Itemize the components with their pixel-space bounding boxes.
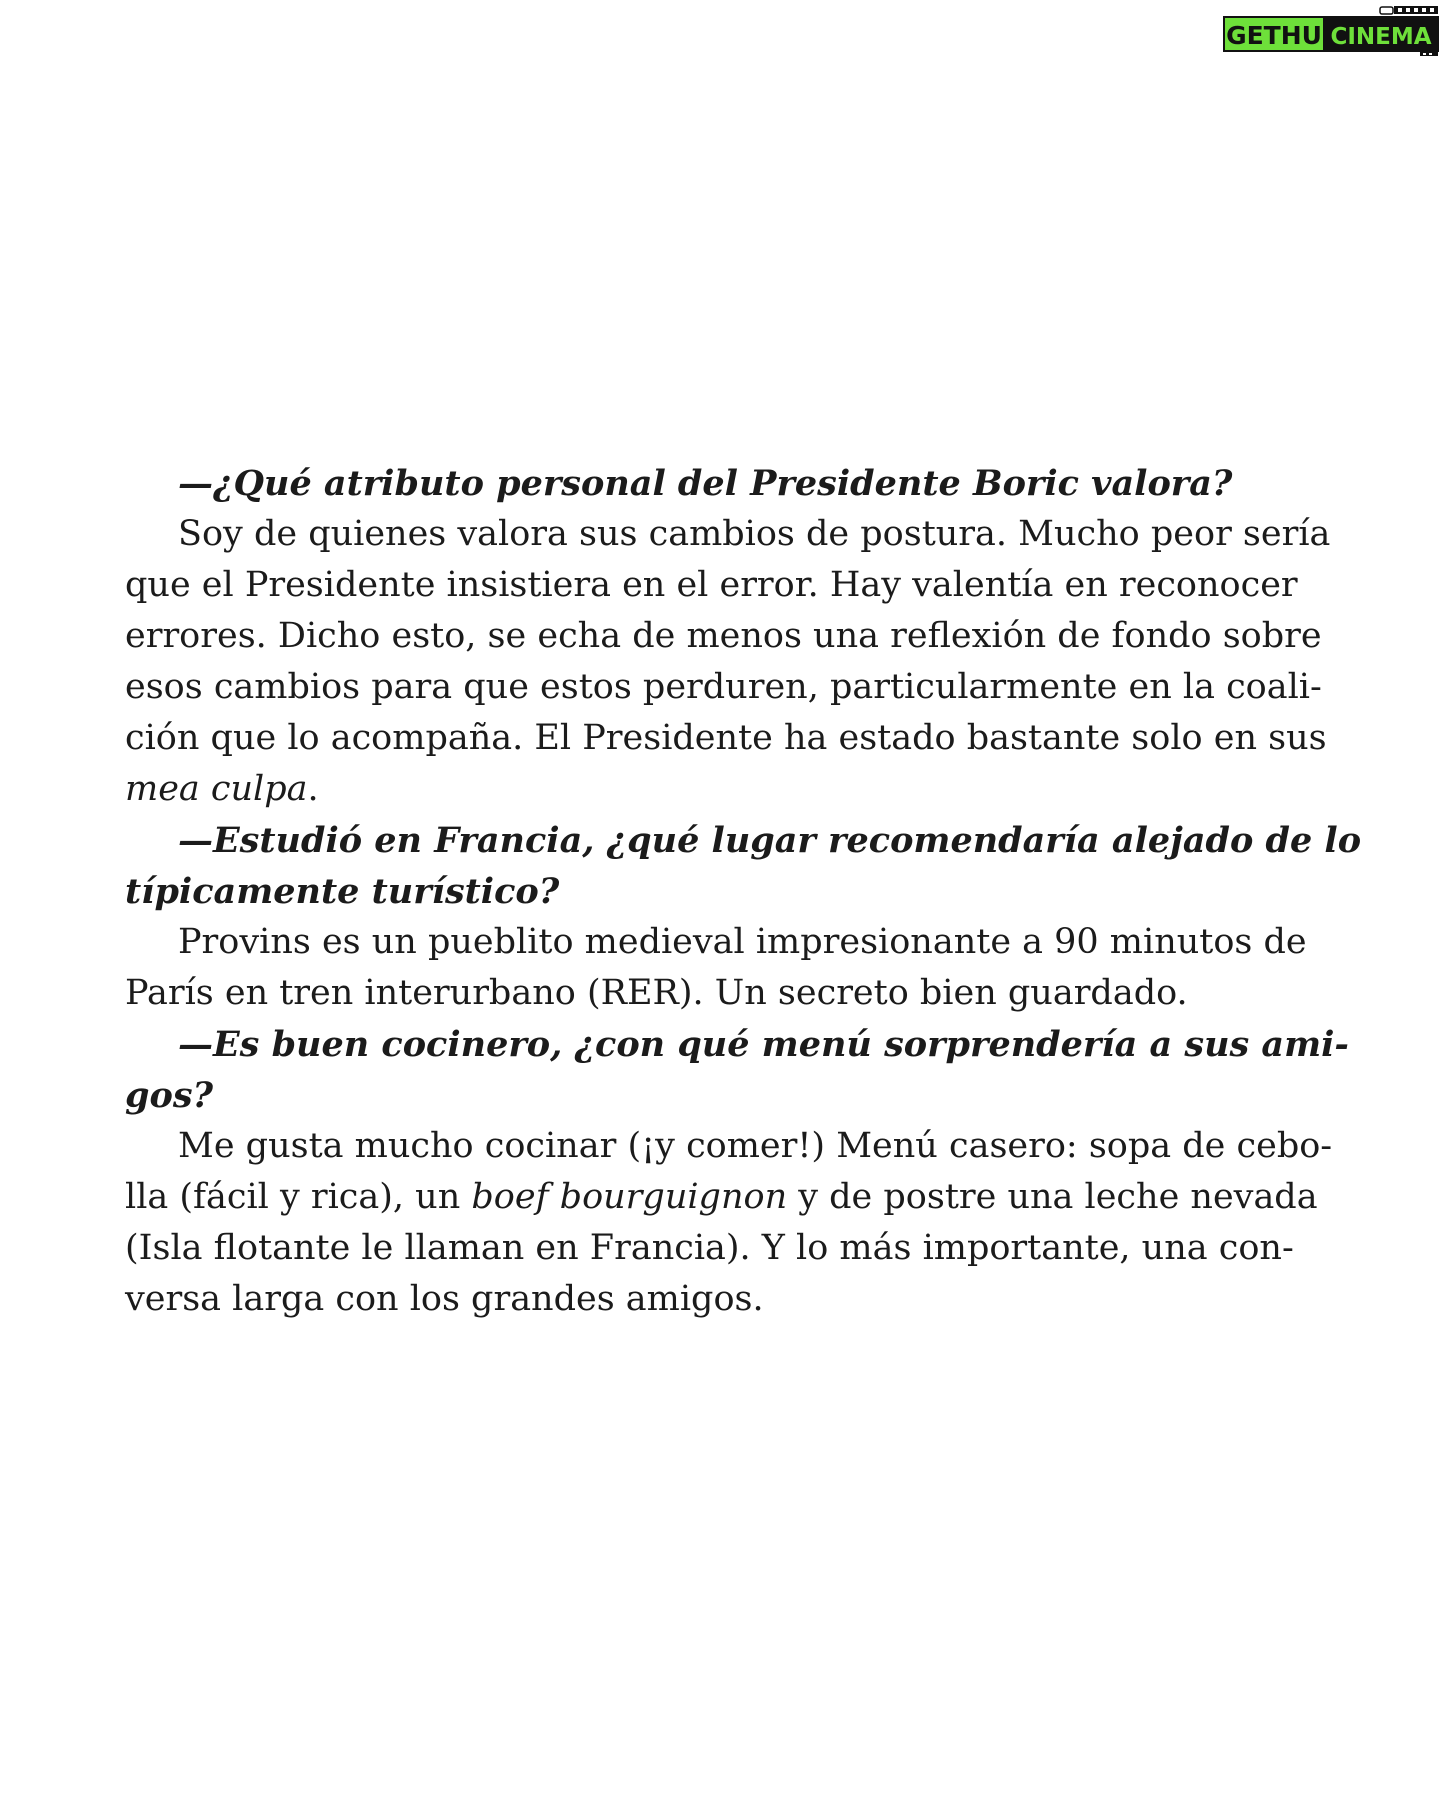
answer-line: ción que lo acompaña. El Presidente ha estado bastante solo en sus [125, 718, 1327, 758]
interview-article [125, 458, 1362, 1325]
answer-line: Soy de quienes valora sus cambios de postura. Mucho peor sería [178, 514, 1331, 554]
question-cooking [125, 1019, 1349, 1121]
italic-dish-name: boef bourguignon [471, 1177, 788, 1217]
answer-line: París en tren interurbano (RER). Un secreto bien guardado. [125, 973, 1188, 1013]
question-line: —Es buen cocinero, ¿con qué menú sorprendería a sus ami- [178, 1024, 1349, 1065]
answer-line: (Isla flotante le llaman en Francia). Y lo más importante, una con- [125, 1228, 1294, 1268]
line-end: y de postre una leche nevada [787, 1177, 1318, 1217]
answer-line: errores. Dicho esto, se echa de menos una reflexión de fondo sobre [125, 616, 1322, 656]
watermark-logo [1222, 5, 1440, 57]
answer-line [125, 764, 1307, 815]
answer-line [125, 1172, 1318, 1223]
answer-line: esos cambios para que estos perduren, particularmente en la coali- [125, 667, 1322, 707]
answer-line: que el Presidente insistiera en el error. Hay valentía en reconocer [125, 565, 1298, 605]
question-line: típicamente turístico? [125, 871, 560, 912]
answer-line: versa larga con los grandes amigos. [125, 1279, 764, 1319]
italic-phrase: mea culpa [125, 769, 308, 809]
sentence-end: . [307, 769, 319, 809]
question-line: gos? [125, 1075, 214, 1116]
answer-line: Provins es un pueblito medieval impresionante a 90 minutos de [178, 922, 1307, 962]
question-attribute: —¿Qué atributo personal del Presidente Boric valora? [178, 463, 1233, 504]
logo-text-left: GETHU [1226, 21, 1322, 50]
question-france [125, 815, 1362, 917]
logo-text-right: CINEMA [1330, 24, 1432, 50]
answer-line: Me gusta mucho cocinar (¡y comer!) Menú casero: sopa de cebo- [178, 1126, 1333, 1166]
line-start: lla (fácil y rica), un [125, 1177, 472, 1217]
watermark-logo-graphic [1222, 5, 1440, 57]
answer-attribute [125, 509, 1331, 815]
answer-cooking [125, 1121, 1333, 1325]
question-line: —Estudió en Francia, ¿qué lugar recomendaría alejado de lo [178, 820, 1362, 861]
answer-france [125, 917, 1307, 1019]
